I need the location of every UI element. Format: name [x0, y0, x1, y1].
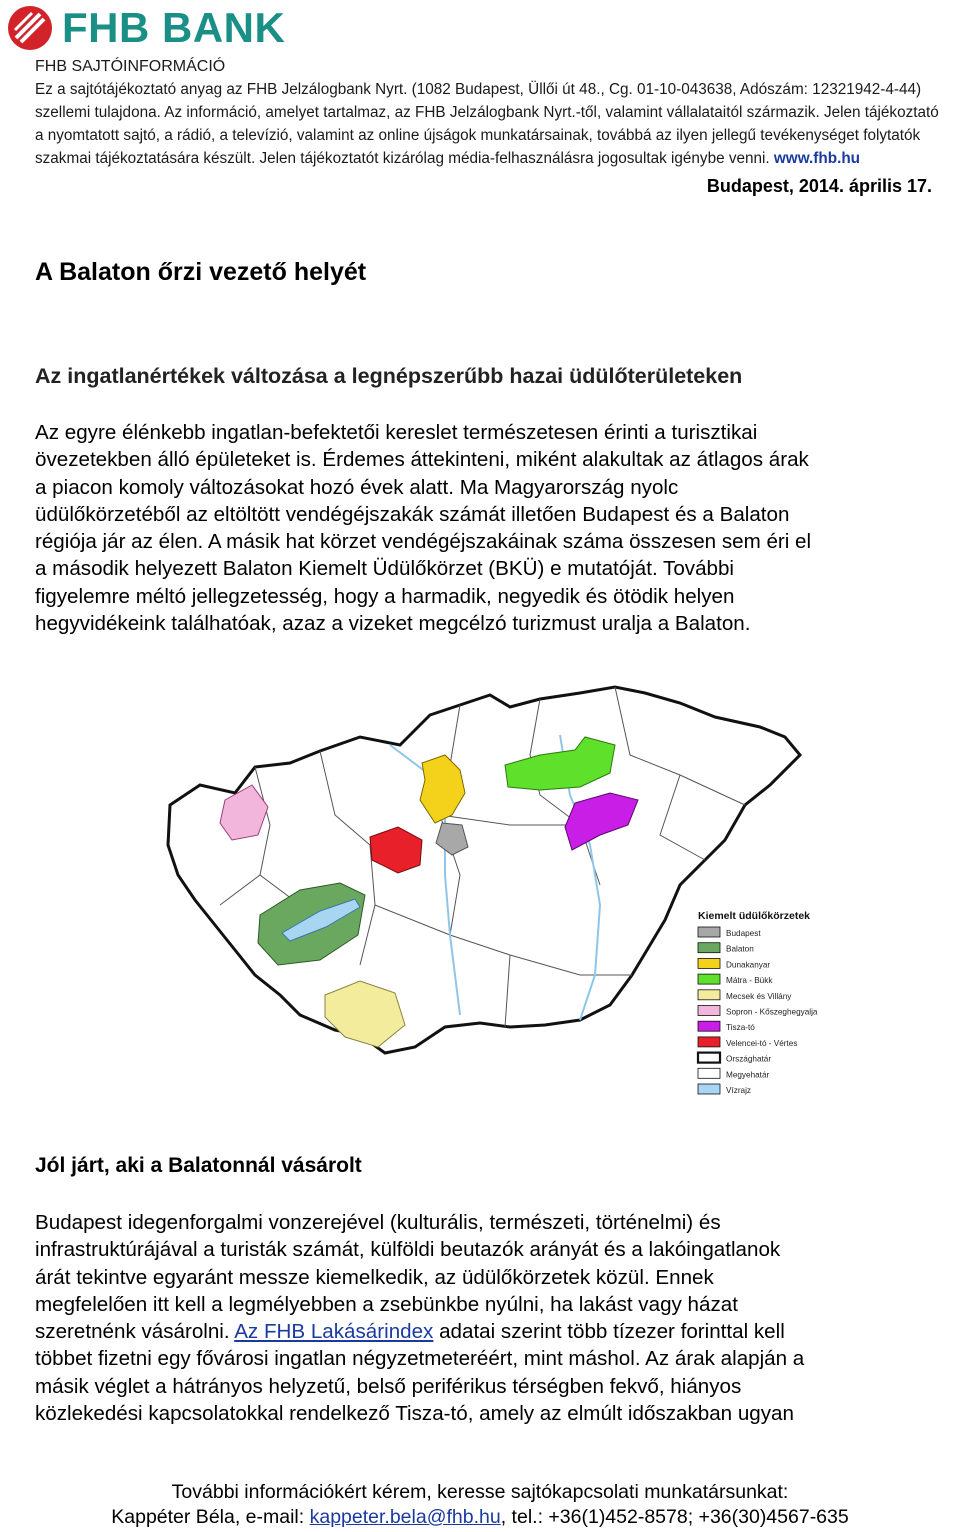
section2-line: Budapest idegenforgalmi vonzerejével (kulturális, természeti, történelmi) és — [35, 1211, 721, 1234]
legend-swatch — [698, 1053, 720, 1063]
section2-text: szeretnénk vásárolni. — [35, 1320, 235, 1344]
press-date: Budapest, 2014. április 17. — [706, 176, 932, 196]
intro-line: Az egyre élénkebb ingatlan-befektetői kereslet természetesen érinti a turisztikai — [35, 421, 758, 444]
logo-text: FHB BANK — [62, 4, 286, 51]
disclaimer-line: szellemi tulajdona. Az információ, amelyet tartalmaz, az FHB Jelzálogbank Nyrt.-től, valamint vállalataitól származik. Jelen tájékoztató — [35, 104, 939, 121]
legend-swatch — [698, 990, 720, 1000]
hungary-resort-map — [160, 675, 820, 1105]
legend-swatch — [698, 1021, 720, 1031]
legend-swatch — [698, 974, 720, 984]
footer-line: További információkért kérem, keresse sajtókapcsolati munkatársunkat: — [171, 1481, 789, 1503]
intro-line: a piacon komoly változásokat hozó évek alatt. Ma Magyarország nyolc — [35, 475, 679, 499]
intro-line: üdülőkörzetéből az eltöltött vendégéjszakák számát illetően Budapest és a Balaton — [35, 502, 790, 526]
intro-line: a második helyezett Balaton Kiemelt Üdülőkörzet (BKÜ) e mutatóját. További — [35, 557, 735, 581]
disclaimer-line: Ez a sajtótájékoztató anyag az FHB Jelzálogbank Nyrt. (1082 Budapest, Üllői út 48., Cg. 01-10-043638, Adószám: 12321942-4-44) — [35, 81, 922, 98]
legend-swatch — [698, 1084, 720, 1094]
footer-contact — [0, 1480, 960, 1530]
intro-line: régiója jár az élen. A másik hat körzet vendégéjszakáinak száma összesen sem éri el — [35, 530, 812, 554]
intro-line: hegyvidékeink találhatóak, azaz a vizeket megcélzó turizmust uralja a Balaton. — [35, 612, 751, 636]
legend-label: Mecsek és Villány — [726, 991, 792, 1001]
article-subtitle: Az ingatlanértékek változása a legnépszerűbb hazai üdülőterületeken — [35, 364, 743, 388]
legend-label: Balaton — [726, 944, 754, 954]
legend-label: Vízrajz — [726, 1086, 752, 1095]
legend-swatch — [698, 1006, 720, 1016]
section2-line: másik véglet a hátrányos helyzetű, belső periférikus térségben fekvő, hiányos — [35, 1374, 742, 1398]
press-label: FHB SAJTÓINFORMÁCIÓ — [35, 58, 226, 75]
section2-line: többet fizetni egy fővárosi ingatlan négyzetmeteréért, mint máshol. Az árak alapján a — [35, 1347, 805, 1371]
legend-label: Velencei-tó - Vértes — [726, 1038, 798, 1048]
legend-label: Tisza-tó — [726, 1023, 755, 1033]
fhb-logo-icon — [6, 4, 54, 52]
legend-label: Budapest — [726, 929, 761, 938]
legend-swatch — [698, 1037, 720, 1047]
article-title: A Balaton őrzi vezető helyét — [35, 258, 367, 286]
footer-contact-line — [0, 1505, 960, 1530]
section2-line: megfelelően itt kell a legmélyebben a zsebünkbe nyúlni, ha lakást vagy házat — [35, 1292, 738, 1316]
section2-line: infrastruktúrájával a turisták számát, külföldi beutazók arányát és a lakóingatlanok — [35, 1238, 781, 1262]
section2-line: árát tekintve egyaránt messze kiemelkedik, az üdülőkörzetek közül. Ennek — [35, 1265, 714, 1289]
intro-paragraph — [35, 419, 811, 637]
legend-label: Országhatár — [726, 1054, 772, 1064]
section2-line: közlekedési kapcsolatokkal rendelkező Tisza-tó, amely az elmúlt időszakban ugyan — [35, 1402, 794, 1426]
section2-text: adatai szerint több tízezer forinttal kell — [433, 1320, 785, 1344]
section2-line-with-link — [35, 1318, 804, 1345]
map-legend — [698, 910, 818, 1095]
section-title: Jól járt, aki a Balatonnál vásárolt — [35, 1154, 362, 1177]
disclaimer-line-last — [35, 147, 860, 170]
intro-line: övezetekben álló épületeket is. Érdemes áttekinteni, miként alakultak az átlagos árak — [35, 448, 809, 472]
legend-label: Megyehatár — [726, 1070, 770, 1080]
legend-swatch — [698, 1068, 720, 1078]
legend-label: Sopron - Kőszeghegyalja — [726, 1007, 818, 1017]
legend-swatch — [698, 943, 720, 953]
website-link[interactable]: www.fhb.hu — [773, 150, 861, 167]
section2-paragraph — [35, 1209, 804, 1427]
disclaimer-text: szakmai tájékoztatására készült. Jelen tájékoztatót kizárólag média-felhasználásra jogosultak igénybe venni. — [35, 150, 774, 167]
legend-label: Dunakanyar — [726, 960, 771, 970]
footer-text: Kappéter Béla, e-mail: — [111, 1506, 310, 1528]
footer-text: , tel.: +36(1)452-8578; +36(30)4567-635 — [500, 1506, 849, 1528]
legend-swatch — [698, 927, 720, 937]
lakasarindex-link[interactable]: Az FHB Lakásárindex — [234, 1320, 434, 1344]
legend-title: Kiemelt üdülőkörzetek — [698, 910, 811, 922]
legend-swatch — [698, 958, 720, 968]
disclaimer-line: a nyomtatott sajtó, a rádió, a televízió, valamint az online újságok munkatársainak, továbbá az ilyen jellegű tevékenységet folytatók — [35, 127, 921, 144]
legend-label: Mátra - Bükk — [726, 976, 773, 986]
intro-line: figyelemre méltó jellegzetesség, hogy a harmadik, negyedik és ötödik helyen — [35, 584, 735, 608]
email-link[interactable]: kappeter.bela@fhb.hu — [309, 1506, 501, 1528]
